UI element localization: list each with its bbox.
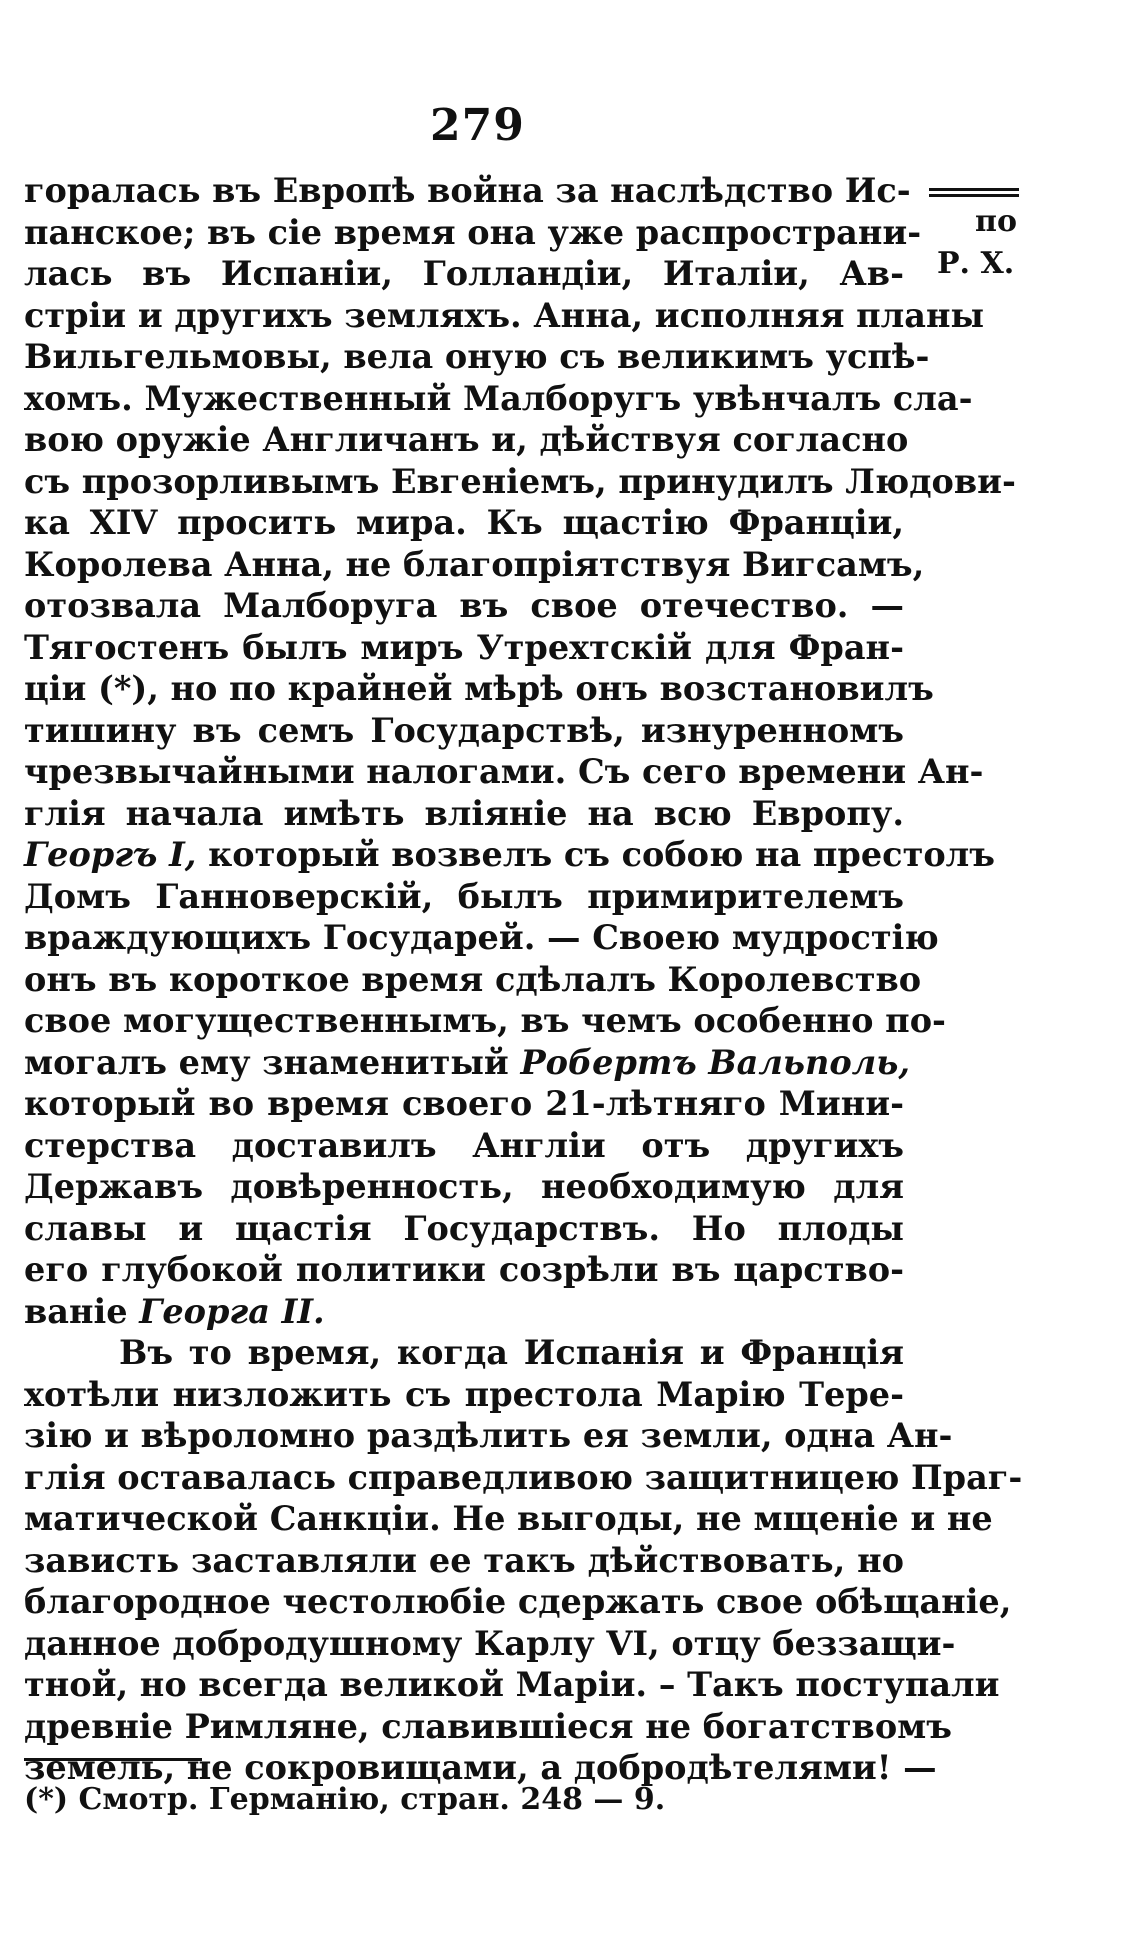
text-line: данное добродушному Карлу VI, отцу беззащи- <box>24 1623 956 1663</box>
text-line: стріи и другихъ земляхъ. Анна, исполняя планы <box>24 295 985 335</box>
text-line: земель, не сокровищами, а добродѣтелями! — <box>24 1748 937 1787</box>
text-line: чрезвычайными налогами. Съ сего времени Ан- <box>24 752 984 791</box>
text-line: который во время своего 21-лѣтняго Мини- <box>24 1084 904 1123</box>
italic-name-georg-1: Георгъ I, <box>24 835 197 874</box>
italic-name-georg-2: Георга II. <box>139 1291 325 1331</box>
text-line: свое могущественнымъ, въ чемъ особенно по- <box>24 1001 946 1040</box>
text-line: лась въ Испаніи, Голландіи, Италіи, Ав- <box>24 254 904 293</box>
text-line: стерства доставилъ Англіи отъ другихъ <box>24 1125 904 1165</box>
text-line: тишину въ семъ Государствѣ, изнуренномъ <box>24 710 904 750</box>
text-segment: могалъ ему знаменитый <box>24 1042 509 1082</box>
text-line: тной, но всегда великой Маріи. – Такъ поступали <box>24 1665 1000 1704</box>
text-line: хомъ. Мужественный Малборугъ увѣнчалъ сла- <box>24 378 973 418</box>
margin-note <box>925 180 1125 284</box>
italic-name-walpole: Робертъ Вальполь, <box>520 1042 910 1082</box>
text-line: хотѣли низложить съ престола Марію Тере- <box>24 1374 904 1414</box>
text-line: Королева Анна, не благопріятствуя Вигсамъ, <box>24 544 925 584</box>
text-line: древніе Римляне, славившіеся не богатствомъ <box>24 1706 952 1746</box>
text-line-walpole <box>24 1042 910 1084</box>
text-segment: который возвелъ съ собою на престолъ <box>208 835 995 874</box>
text-segment: ваніе <box>24 1291 128 1331</box>
margin-note-line1: по <box>975 204 1017 239</box>
text-line: Державъ довѣренность, необходимую для <box>24 1167 904 1206</box>
text-line: благородное честолюбіе сдержать свое обѣщаніе, <box>24 1582 1012 1621</box>
text-line-georg <box>24 834 995 876</box>
text-line: Домъ Ганноверскій, былъ примирителемъ <box>24 876 904 916</box>
text-line: враждующихъ Государей. — Своею мудростію <box>24 918 939 957</box>
text-line: глія начала имѣть вліяніе на всю Европу. <box>24 793 904 833</box>
text-line: славы и щастія Государствъ. Но плоды <box>24 1208 904 1248</box>
text-line: матической Санкціи. Не выгоды, не мщеніе и не <box>24 1499 993 1538</box>
text-line: глія оставалась справедливою защитницею Праг- <box>24 1457 1023 1497</box>
text-line: онъ въ короткое время сдѣлалъ Королевство <box>24 959 922 999</box>
text-line: Въ то время, когда Испанія и Франція <box>119 1333 904 1372</box>
text-line: зависть заставляли ее такъ дѣйствовать, но <box>24 1540 904 1580</box>
text-line: его глубокой политики созрѣли въ царство- <box>24 1250 904 1289</box>
margin-note-line2: Р. Х. <box>937 245 1015 281</box>
text-line: горалась въ Европѣ война за наслѣдство Ис- <box>24 171 911 210</box>
text-line: отозвала Малборуга въ свое отечество. — <box>24 586 904 625</box>
margin-double-rule <box>929 188 1019 197</box>
text-line: зію и вѣроломно раздѣлить ея земли, одна Ан- <box>24 1416 953 1455</box>
footnote-divider <box>24 1758 202 1761</box>
text-line: ціи (*), но по крайней мѣрѣ онъ возстановилъ <box>24 669 934 708</box>
text-line: панское; въ сіе время она уже распространи- <box>24 212 922 252</box>
text-line: Вильгельмовы, вела оную съ великимъ успѣ- <box>24 337 930 376</box>
footnote: (*) Смотр. Германію, стран. 248 — 9. <box>24 1782 666 1817</box>
text-line: Тягостенъ былъ миръ Утрехтскій для Фран- <box>24 627 904 667</box>
text-line: съ прозорливымъ Евгеніемъ, принудилъ Людови- <box>24 461 1016 501</box>
text-line: ка XIV просить мира. Къ щастію Франціи, <box>24 503 904 542</box>
page-number: 279 <box>430 100 525 151</box>
text-line-final <box>24 1291 904 1333</box>
text-line: вою оружіе Англичанъ и, дѣйствуя согласно <box>24 420 909 459</box>
